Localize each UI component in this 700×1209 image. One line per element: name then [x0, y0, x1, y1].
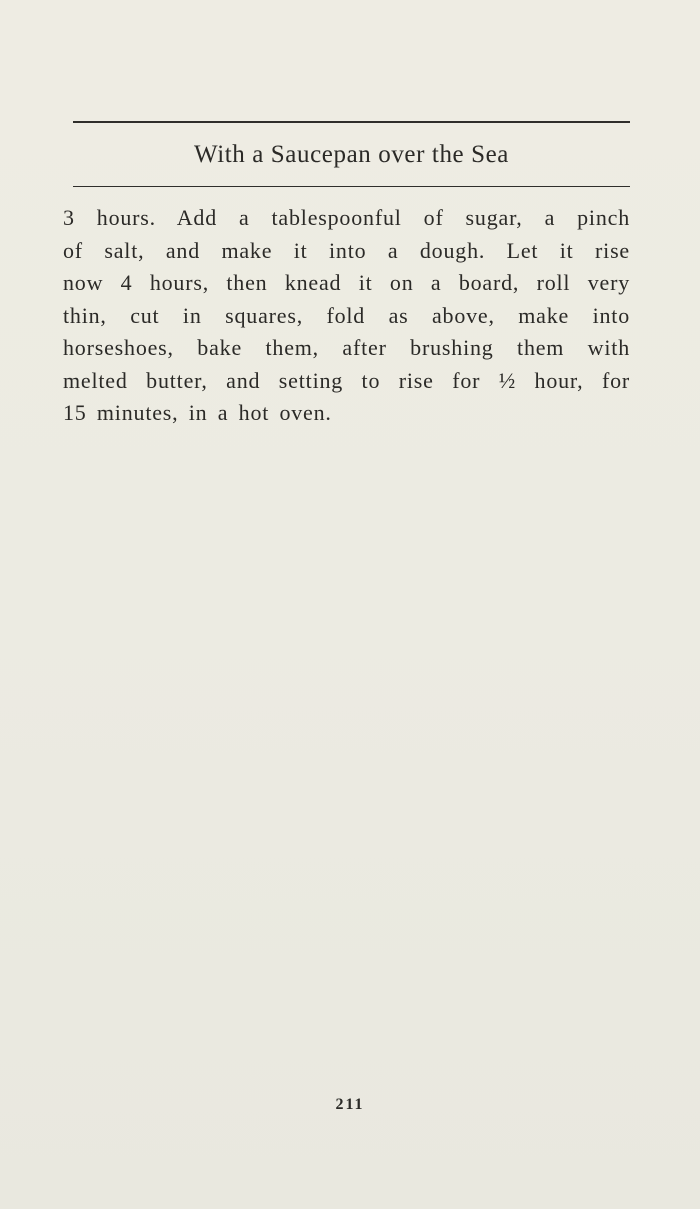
text-line: horseshoes, bake them, after brushing them with [63, 335, 630, 360]
text-line: 3 hours. Add a tablespoonful of sugar, a pinch [63, 205, 630, 230]
text-line: melted butter, and setting to rise for ½ hour, for [63, 367, 630, 393]
text-line: of salt, and make it into a dough. Let it rise [63, 237, 630, 263]
header-rule-top [73, 121, 630, 123]
text-line: thin, cut in squares, fold as above, make into [63, 302, 630, 328]
page-number: 211 [335, 1096, 365, 1113]
header-rule-bottom [73, 186, 630, 187]
text-line: 15 minutes, in a hot oven. [63, 400, 332, 425]
running-head: With a Saucepan over the Sea [194, 141, 509, 168]
body-paragraph [63, 202, 630, 430]
text-line: now 4 hours, then knead it on a board, roll very [63, 270, 630, 295]
